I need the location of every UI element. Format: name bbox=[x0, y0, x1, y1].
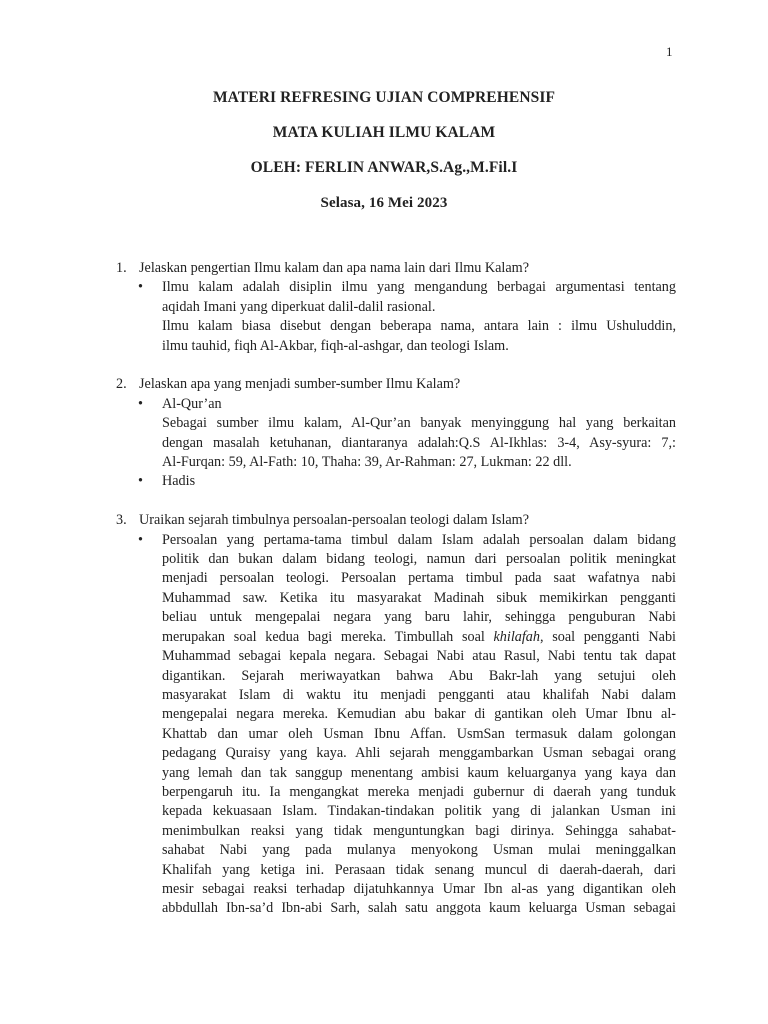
question-text: Jelaskan apa yang menjadi sumber-sumber Ilmu Kalam? bbox=[139, 376, 461, 393]
answer-line: yang lemah dan tak sanggup menentang ambisi kaum keluarganya yang kaya dan bbox=[162, 764, 676, 781]
question-3 bbox=[116, 511, 676, 530]
answer-bullet bbox=[116, 395, 676, 414]
question-text: Uraikan sejarah timbulnya persoalan-persoalan teologi dalam Islam? bbox=[139, 512, 530, 529]
answer-line: menjadi persoalan teologi. Persoalan pertama timbul pada saat wafatnya nabi bbox=[162, 570, 676, 587]
answer-line: Khalifah yang ketiga ini. Perasaan tidak senang muncul di daerah-daerah, dari bbox=[162, 861, 676, 878]
question-text: Jelaskan pengertian Ilmu kalam dan apa nama lain dari Ilmu Kalam? bbox=[139, 260, 530, 276]
answer-bullet bbox=[116, 531, 676, 550]
document-header bbox=[0, 88, 768, 228]
bullet-icon: • bbox=[138, 473, 143, 490]
bullet-icon: • bbox=[138, 395, 143, 412]
answer-line: Muhammad saw. Ketika itu masyarakat Madinah sibuk memikirkan pengganti bbox=[162, 589, 676, 606]
answer-bullet bbox=[116, 278, 676, 297]
answer-line: menimbulkan reaksi yang tidak menguntungkan bagi dirinya. Sehingga sahabat- bbox=[162, 822, 676, 839]
answer-line: ilmu tauhid, fiqh Al-Akbar, fiqh-al-ashgar, dan teologi Islam. bbox=[162, 337, 509, 354]
bullet-icon: • bbox=[138, 531, 143, 548]
question-1 bbox=[116, 259, 676, 278]
answer-line: berpengaruh itu. Ia mengangkat mereka menjadi gubernur di daerah yang tunduk bbox=[162, 783, 676, 800]
author-line: OLEH: FERLIN ANWAR,S.Ag.,M.Fil.I bbox=[250, 159, 518, 176]
document-body bbox=[116, 259, 676, 919]
bullet-icon: • bbox=[138, 279, 143, 296]
question-number: 2. bbox=[116, 376, 127, 393]
answer-line bbox=[116, 628, 676, 647]
text-run: merupakan soal kedua bagi mereka. Timbullah soal bbox=[162, 628, 485, 645]
answer-line: Ilmu kalam adalah disiplin ilmu yang mengandung berbagai argumentasi tentang bbox=[162, 279, 676, 296]
answer-line: sahabat Nabi yang pada mulanya menyokong Usman mulai meninggalkan bbox=[162, 842, 676, 859]
answer-line: Sebagai sumber ilmu kalam, Al-Qur’an banyak menyinggung hal yang berkaitan bbox=[162, 415, 676, 432]
answer-line: digantikan. Sejarah meriwayatkan bahwa Abu Bakr-lah yang setujui oleh bbox=[162, 667, 676, 684]
page-number: 1 bbox=[666, 44, 673, 59]
answer-line: masyarakat Islam di waktu itu menjadi pengganti atau khalifah Nabi dalam bbox=[162, 686, 676, 703]
answer-line: beliau untuk mengepalai negara yang baru lahir, sehingga penguburan Nabi bbox=[162, 609, 676, 626]
document-title: MATERI REFRESING UJIAN COMPREHENSIF bbox=[212, 89, 556, 106]
answer-line: mengepalai negara mereka. Kemudian abu bakar di gantikan oleh Umar Ibnu al- bbox=[162, 706, 676, 723]
answer-heading: Hadis bbox=[162, 473, 196, 490]
text-run: , soal pengganti Nabi bbox=[540, 628, 676, 645]
answer-heading: Al-Qur’an bbox=[162, 395, 222, 412]
answer-line: mesir sebagai reaksi terhadap dijatuhkannya Umar Ibn al-as yang digantikan oleh bbox=[162, 880, 676, 897]
answer-line: Khattab dan umar oleh Usman Ibnu Affan. UsmSan termasuk dalam golongan bbox=[162, 725, 676, 742]
answer-bullet bbox=[116, 472, 676, 491]
answer-line: politik dan bukan dalam bidang teologi, namun dari persoalan politik meningkat bbox=[162, 551, 676, 568]
answer-line: Muhammad sebagai kepala negara. Sebagai Nabi atau Rasul, Nabi tentu tak dapat bbox=[162, 648, 676, 665]
course-title: MATA KULIAH ILMU KALAM bbox=[272, 124, 496, 141]
question-2 bbox=[116, 375, 676, 394]
answer-line: Persoalan yang pertama-tama timbul dalam Islam adalah persoalan dalam bidang bbox=[162, 531, 676, 548]
emphasis-term: khilafah bbox=[493, 628, 540, 645]
question-number: 3. bbox=[116, 512, 127, 529]
answer-line: abbdullah Ibn-sa’d Ibn-abi Sarh, salah satu anggota kaum keluarga Usman sebagai bbox=[162, 900, 676, 917]
answer-line: Al-Furqan: 59, Al-Fath: 10, Thaha: 39, Ar-Rahman: 27, Lukman: 22 dll. bbox=[162, 454, 572, 471]
answer-line: aqidah Imani yang diperkuat dalil-dalil rasional. bbox=[162, 298, 436, 315]
answer-line: kepada kekuasaan Islam. Tindakan-tindakan politik yang di jalankan Usman ini bbox=[162, 803, 676, 820]
answer-line: Ilmu kalam biasa disebut dengan beberapa nama, antara lain : ilmu Ushuluddin, bbox=[162, 318, 676, 335]
answer-line: pedagang Quraisy yang kaya. Ahli sejarah menggambarkan Usman sebagai orang bbox=[162, 745, 676, 762]
answer-line: dengan masalah ketuhanan, diantaranya adalah:Q.S Al-Ikhlas: 3-4, Asy-syura: 7,: bbox=[162, 434, 676, 451]
question-number: 1. bbox=[116, 260, 127, 276]
date-line: Selasa, 16 Mei 2023 bbox=[320, 195, 448, 211]
